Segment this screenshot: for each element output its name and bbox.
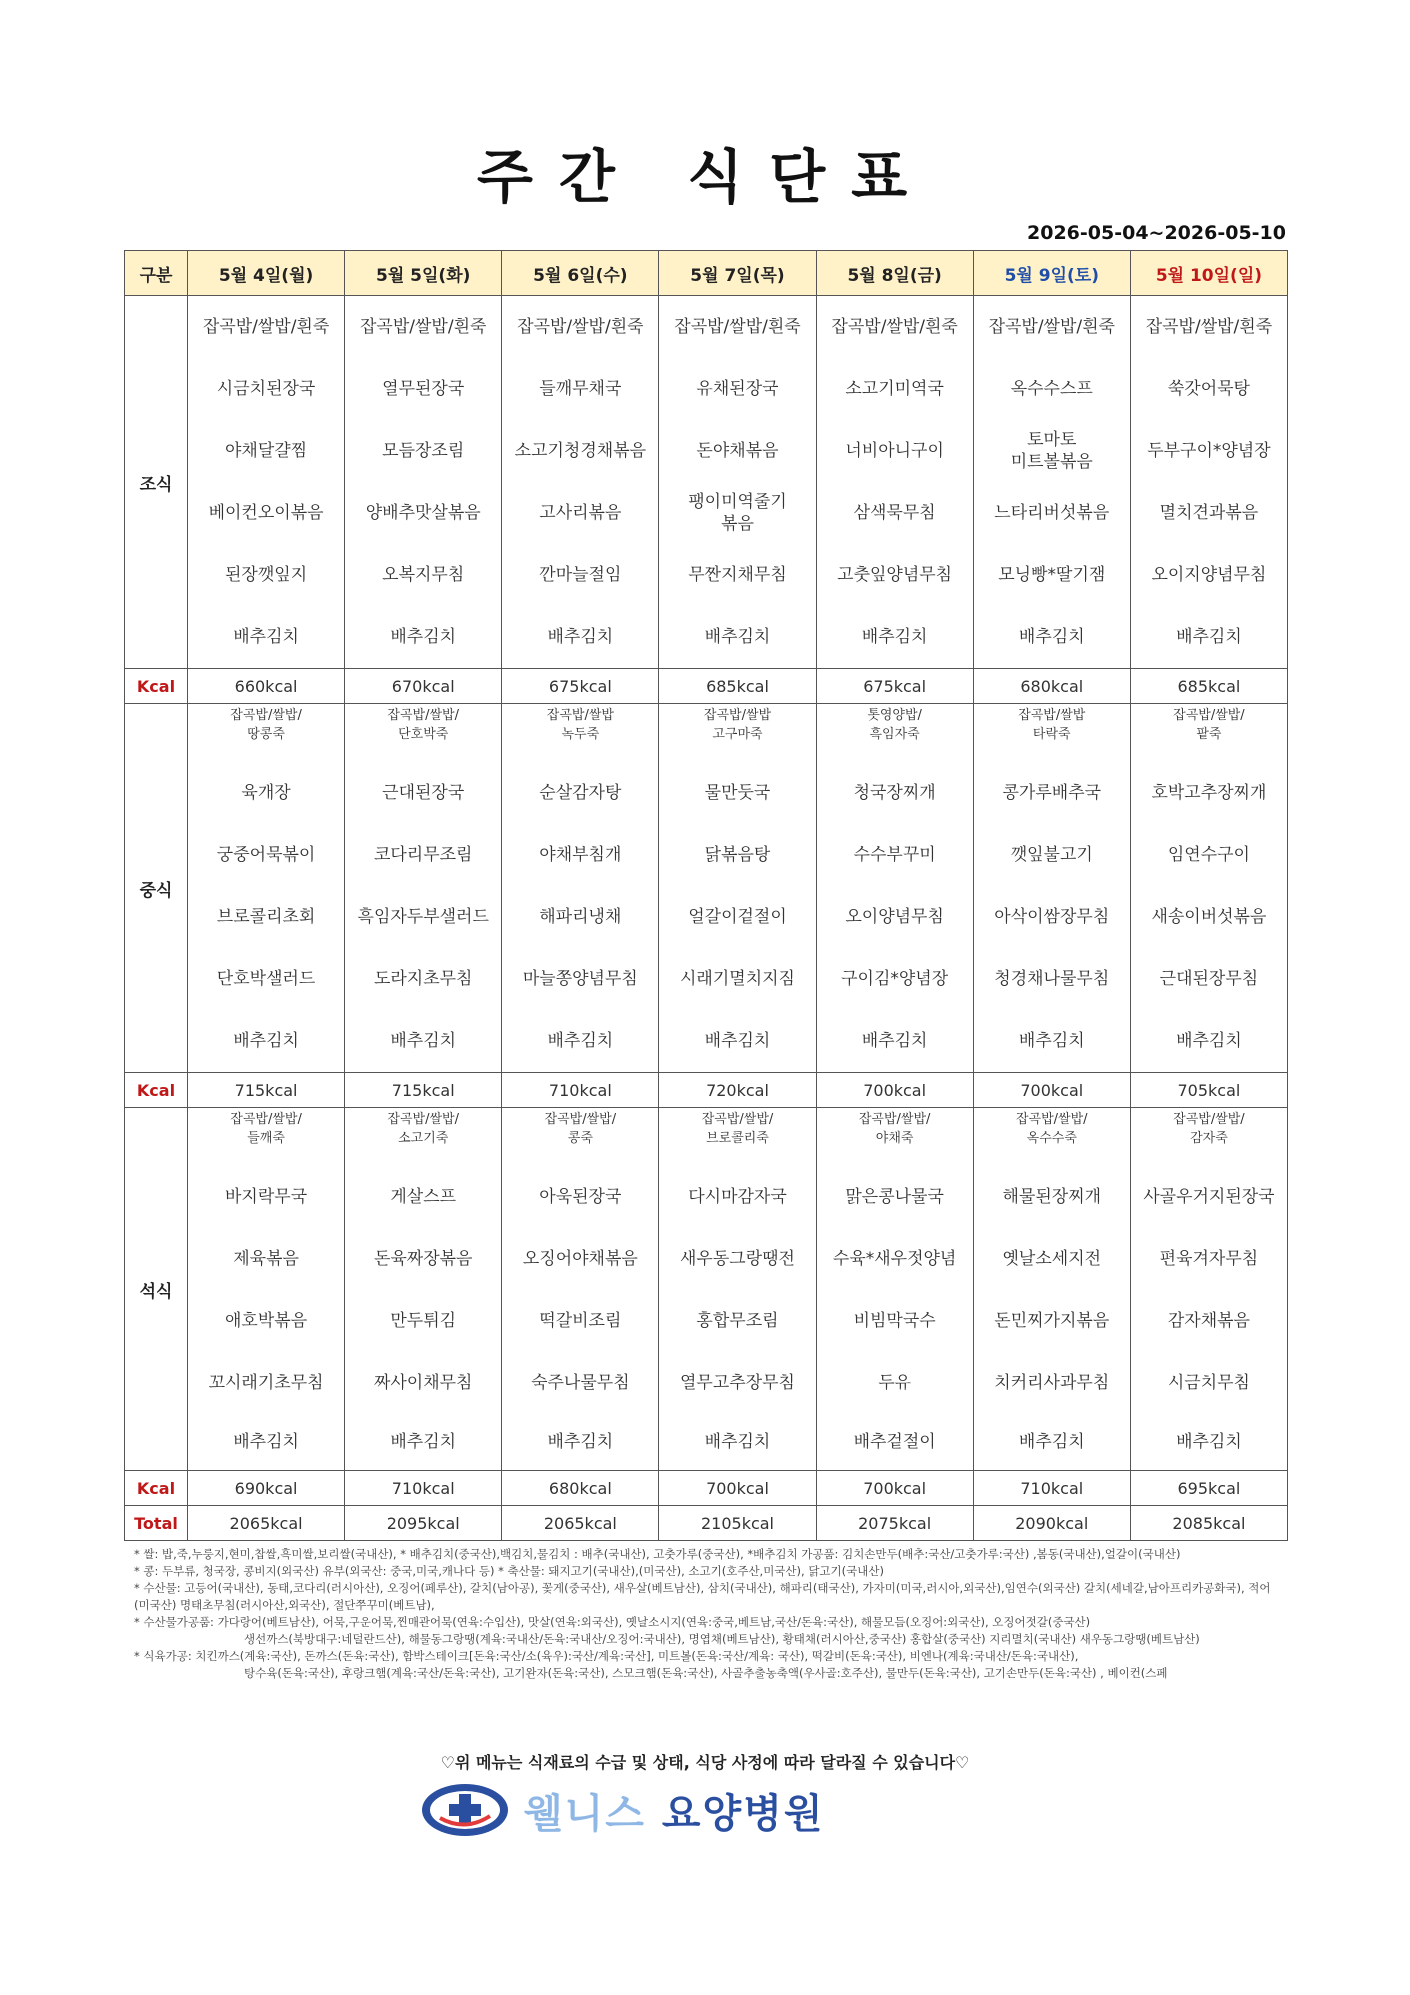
menu-item: 잡곡밥/쌀밥/ 야채죽 (858, 1112, 931, 1146)
menu-item: 잡곡밥/쌀밥/ 옥수수죽 (1015, 1112, 1088, 1146)
menu-item: 배추김치 (704, 1432, 771, 1452)
menu-item: 해파리냉채 (539, 907, 622, 927)
menu-change-notice: ♡위 메뉴는 식재료의 수급 및 상태, 식당 사정에 따라 달라질 수 있습니다♡ (440, 1753, 970, 1772)
menu-item: 잡곡밥/쌀밥/ 단호박죽 (387, 708, 459, 742)
menu-day-cell (659, 296, 816, 669)
meal-label: 조식 (125, 296, 188, 669)
menu-item: 흑임자두부샐러드 (357, 907, 489, 927)
origin-note-line: * 수산물가공품: 가다랑어(베트남산), 어묵,구운어묵,찐매관어묵(연육:수입산), 맛살(연육:외국산), 옛날소시지(연육:중국,베트남,국산/돈육:국산), 해물모듬(오징어:외국산), 오징어젓갈(중국산) (134, 1615, 1091, 1629)
menu-item: 너비아니구이 (845, 441, 944, 461)
menu-item: 오이지양념무침 (1151, 565, 1267, 585)
menu-item: 배추김치 (547, 1031, 614, 1051)
menu-item: 열무된장국 (382, 379, 465, 399)
origin-note-line: 생선까스(북방대구:네덜란드산), 해물동그랑땡(계육:국내산/돈육:국내산/오징어:국내산), 명엽채(베트남산), 황태채(러시아산,중국산) 홍합살(중국산) 지리멸치(국내산) 새우동그랑땡(베트남산) (244, 1632, 1200, 1646)
menu-item: 청경채나물무침 (994, 969, 1110, 989)
menu-item: 배추김치 (1176, 1031, 1242, 1051)
meal-label: 석식 (125, 1108, 188, 1471)
menu-item: 청국장찌개 (853, 783, 936, 803)
menu-item: 느타리버섯볶음 (994, 503, 1110, 523)
menu-item: 시금치무침 (1167, 1373, 1250, 1393)
menu-item: 임연수구이 (1167, 845, 1250, 865)
menu-table (124, 250, 1288, 1541)
menu-item: 잡곡밥/쌀밥/ 팥죽 (1173, 708, 1245, 742)
total-kcal-value: 2090kcal (973, 1506, 1130, 1541)
menu-item: 모닝빵*딸기잼 (998, 565, 1106, 585)
menu-item: 톳영양밥/ 흑임자죽 (867, 708, 922, 742)
origin-note-line: * 콩: 두부류, 청국장, 콩비지(외국산) 유부(외국산: 중국,미국,캐나다 등) * 축산물: 돼지고기(국내산),(미국산), 소고기(호주산,미국산), 닭고기(국내산) (134, 1564, 884, 1578)
menu-item: 순살감자탕 (539, 783, 622, 803)
day-header: 5월 8일(금) (816, 251, 973, 296)
menu-day-cell (973, 704, 1130, 1073)
kcal-value: 705kcal (1130, 1073, 1287, 1108)
menu-item: 잡곡밥/쌀밥/흰죽 (202, 317, 330, 337)
total-kcal-value: 2075kcal (816, 1506, 973, 1541)
menu-item: 오복지무침 (382, 565, 465, 585)
menu-item: 잡곡밥/쌀밥 타락죽 (1018, 708, 1086, 742)
menu-item: 게살스프 (390, 1187, 457, 1207)
day-header-saturday: 5월 9일(토) (973, 251, 1130, 296)
date-range: 2026-05-04~2026-05-10 (1027, 222, 1286, 244)
menu-day-cell (659, 704, 816, 1073)
menu-item: 잡곡밥/쌀밥/ 들깨죽 (230, 1112, 302, 1146)
menu-item: 홍합무조림 (696, 1311, 779, 1331)
menu-item: 시금치된장국 (216, 379, 316, 399)
menu-item: 돈육짜장볶음 (373, 1249, 473, 1269)
menu-item: 바지락무국 (225, 1187, 308, 1207)
kcal-value: 715kcal (345, 1073, 502, 1108)
kcal-value: 700kcal (816, 1471, 973, 1506)
menu-item: 배추김치 (1018, 627, 1085, 647)
kcal-value: 720kcal (659, 1073, 816, 1108)
menu-item: 팽이미역줄기 볶음 (688, 492, 787, 534)
menu-item: 물만둣국 (704, 783, 771, 803)
kcal-value: 690kcal (188, 1471, 345, 1506)
meal-row (125, 704, 1288, 1073)
menu-day-cell (659, 1108, 816, 1471)
menu-item: 배추김치 (233, 1031, 299, 1051)
menu-item: 잡곡밥/쌀밥 녹두죽 (546, 708, 614, 742)
menu-item: 사골우거지된장국 (1143, 1187, 1275, 1207)
kcal-value: 710kcal (973, 1471, 1130, 1506)
menu-item: 감자채볶음 (1167, 1311, 1250, 1331)
menu-item: 멸치견과볶음 (1159, 503, 1259, 523)
menu-item: 배추김치 (704, 627, 771, 647)
menu-item: 브로콜리초회 (216, 907, 316, 927)
menu-item: 깐마늘절임 (539, 565, 622, 585)
menu-item: 도라지초무침 (373, 969, 473, 989)
menu-item: 양배추맛살볶음 (365, 503, 481, 523)
kcal-value: 710kcal (502, 1073, 659, 1108)
kcal-label: Kcal (125, 1073, 188, 1108)
menu-item: 맑은콩나물국 (845, 1187, 944, 1207)
menu-item: 잡곡밥/쌀밥/흰죽 (988, 317, 1115, 337)
menu-item: 잡곡밥/쌀밥/ 땅콩죽 (230, 708, 302, 742)
logo-part-1: 웰니스 (524, 1790, 646, 1837)
menu-day-cell (188, 704, 345, 1073)
menu-day-cell (188, 296, 345, 669)
menu-day-cell (973, 296, 1130, 669)
kcal-value: 700kcal (816, 1073, 973, 1108)
kcal-value: 700kcal (973, 1073, 1130, 1108)
menu-item: 해물된장찌개 (1002, 1187, 1102, 1207)
total-kcal-value: 2105kcal (659, 1506, 816, 1541)
menu-item: 치커리사과무침 (994, 1373, 1110, 1393)
day-header: 5월 4일(월) (188, 251, 345, 296)
origin-note-line: 탕수육(돈육:국산), 후랑크햄(계육:국산/돈육:국산), 고기완자(돈육:국산), 스모크햄(돈육:국산), 사골추출농축액(우사골:호주산), 물만두(돈육:국산), 고기손만두(돈육:국산) , 베이컨(스페 (244, 1666, 1168, 1680)
menu-day-cell (502, 296, 659, 669)
menu-item: 고사리볶음 (539, 503, 622, 523)
header-label: 구분 (125, 251, 188, 296)
ingredient-origin-notes (134, 1546, 1284, 1682)
menu-item: 배추김치 (547, 1432, 614, 1452)
menu-item: 호박고추장찌개 (1151, 783, 1267, 803)
menu-item: 들깨무채국 (539, 379, 622, 399)
kcal-value: 700kcal (659, 1471, 816, 1506)
menu-item: 잡곡밥/쌀밥/흰죽 (360, 317, 487, 337)
header-row (125, 251, 1288, 296)
menu-item: 오이양념무침 (845, 907, 944, 927)
menu-item: 코다리무조림 (373, 845, 473, 865)
menu-item: 떡갈비조림 (539, 1311, 622, 1331)
menu-item: 짜사이채무침 (373, 1373, 473, 1393)
menu-item: 단호박샐러드 (216, 969, 316, 989)
menu-item: 두유 (878, 1373, 912, 1393)
menu-item: 소고기미역국 (845, 379, 944, 399)
menu-item: 쑥갓어묵탕 (1167, 379, 1250, 399)
hospital-logo (420, 1780, 824, 1840)
origin-note-line: * 수산물: 고등어(국내산), 동태,코다리(러시아산), 오징어(페루산), 갈치(남아공), 꽃게(중국산), 새우살(베트남산), 삼치(국내산), 해파리(태국산), 가자미(미국,러시아,외국산),임연수(외국산) 갈치(세네갈,남아프리카공화국), 적어(미국산) 명태초무침(러시아산,외국산), 절단쭈꾸미(베트남), (134, 1581, 1271, 1612)
menu-day-cell (345, 296, 502, 669)
menu-item: 베이컨오이볶음 (208, 503, 324, 523)
kcal-value: 695kcal (1130, 1471, 1287, 1506)
menu-item: 애호박볶음 (225, 1311, 308, 1331)
menu-item: 배추김치 (861, 1031, 928, 1051)
kcal-row (125, 1471, 1288, 1506)
menu-item: 배추김치 (390, 627, 457, 647)
kcal-value: 685kcal (1130, 669, 1287, 704)
menu-item: 유채된장국 (696, 379, 779, 399)
menu-item: 근대된장무침 (1159, 969, 1259, 989)
menu-day-cell (816, 704, 973, 1073)
menu-item: 콩가루배추국 (1002, 783, 1102, 803)
menu-item: 잡곡밥/쌀밥 고구마죽 (703, 708, 772, 742)
menu-item: 다시마감자국 (688, 1187, 787, 1207)
menu-item: 삼색묵무침 (853, 503, 936, 523)
kcal-value: 710kcal (345, 1471, 502, 1506)
origin-note-line: * 쌀: 밥,죽,누룽지,현미,찹쌀,흑미쌀,보리쌀(국내산), * 배추김치(중국산),백김치,물김치 : 배추(국내산), 고춧가루(중국산), *배추김치 가공품: 김치손만두(배추:국산/고춧가루:국산) ,봄동(국내산),얼갈이(국내산) (134, 1547, 1181, 1561)
menu-day-cell (1130, 296, 1287, 669)
menu-item: 고춧잎양념무침 (837, 565, 953, 585)
total-row (125, 1506, 1288, 1541)
logo-part-2: 요양병원 (661, 1790, 825, 1837)
menu-item: 편육겨자무침 (1159, 1249, 1259, 1269)
menu-item: 배추김치 (1018, 1432, 1085, 1452)
menu-item: 잡곡밥/쌀밥/흰죽 (674, 317, 801, 337)
menu-item: 배추겉절이 (853, 1432, 936, 1452)
day-header: 5월 6일(수) (502, 251, 659, 296)
menu-day-cell (816, 1108, 973, 1471)
menu-item: 토마토 미트볼볶음 (1010, 430, 1093, 472)
menu-item: 돈민찌가지볶음 (994, 1311, 1110, 1331)
hospital-name (524, 1782, 824, 1839)
meal-label: 중식 (125, 704, 188, 1073)
menu-item: 배추김치 (547, 627, 614, 647)
menu-item: 잡곡밥/쌀밥/ 소고기죽 (387, 1112, 459, 1146)
menu-item: 배추김치 (390, 1031, 457, 1051)
menu-item: 꼬시래기초무침 (208, 1373, 324, 1393)
kcal-value: 680kcal (502, 1471, 659, 1506)
menu-item: 배추김치 (861, 627, 928, 647)
page-title: 주간 식단표 (476, 143, 934, 211)
menu-item: 소고기청경채볶음 (514, 441, 647, 461)
kcal-value: 675kcal (816, 669, 973, 704)
total-kcal-value: 2065kcal (502, 1506, 659, 1541)
menu-item: 옛날소세지전 (1002, 1249, 1102, 1269)
menu-item: 근대된장국 (382, 783, 465, 803)
menu-item: 오징어야채볶음 (522, 1249, 638, 1269)
menu-item: 만두튀김 (390, 1311, 457, 1331)
total-kcal-value: 2085kcal (1130, 1506, 1287, 1541)
kcal-value: 675kcal (502, 669, 659, 704)
menu-item: 된장깻잎지 (225, 565, 308, 585)
menu-item: 숙주나물무침 (531, 1373, 630, 1393)
menu-day-cell (188, 1108, 345, 1471)
total-kcal-value: 2065kcal (188, 1506, 345, 1541)
menu-item: 깻잎불고기 (1010, 845, 1093, 865)
menu-item: 배추김치 (233, 1432, 299, 1452)
menu-item: 야채달걀찜 (225, 441, 308, 461)
total-kcal-value: 2095kcal (345, 1506, 502, 1541)
menu-item: 궁중어묵볶이 (216, 845, 316, 865)
menu-item: 배추김치 (233, 627, 299, 647)
menu-item: 새우동그랑땡전 (680, 1249, 795, 1269)
menu-day-cell (345, 1108, 502, 1471)
menu-item: 아욱된장국 (539, 1187, 622, 1207)
menu-item: 열무고추장무침 (680, 1373, 795, 1393)
menu-item: 수육*새우젓양념 (832, 1249, 957, 1269)
kcal-label: Kcal (125, 1471, 188, 1506)
menu-item: 수수부꾸미 (853, 845, 936, 865)
hospital-emblem-icon (420, 1782, 510, 1838)
menu-item: 배추김치 (390, 1432, 457, 1452)
menu-item: 제육볶음 (233, 1249, 299, 1269)
kcal-row (125, 669, 1288, 704)
day-header-sunday: 5월 10일(일) (1130, 251, 1287, 296)
menu-item: 구이김*양념장 (841, 969, 949, 989)
menu-item: 돈야채볶음 (696, 441, 779, 461)
menu-day-cell (1130, 1108, 1287, 1471)
menu-item: 야채부침개 (539, 845, 622, 865)
kcal-value: 685kcal (659, 669, 816, 704)
menu-item: 새송이버섯볶음 (1151, 907, 1267, 927)
meal-row (125, 1108, 1288, 1471)
menu-item: 얼갈이겉절이 (688, 907, 787, 927)
kcal-value: 715kcal (188, 1073, 345, 1108)
total-label: Total (125, 1506, 188, 1541)
menu-item: 배추김치 (1176, 627, 1242, 647)
kcal-row (125, 1073, 1288, 1108)
menu-day-cell (973, 1108, 1130, 1471)
menu-item: 닭볶음탕 (704, 845, 771, 865)
menu-day-cell (345, 704, 502, 1073)
kcal-value: 670kcal (345, 669, 502, 704)
menu-item: 무짠지채무침 (688, 565, 787, 585)
menu-item: 배추김치 (1018, 1031, 1085, 1051)
menu-item: 옥수수스프 (1010, 379, 1093, 399)
kcal-label: Kcal (125, 669, 188, 704)
menu-day-cell (502, 1108, 659, 1471)
day-header: 5월 7일(목) (659, 251, 816, 296)
menu-item: 잡곡밥/쌀밥/흰죽 (517, 317, 644, 337)
menu-item: 두부구이*양념장 (1147, 441, 1271, 461)
menu-item: 잡곡밥/쌀밥/ 콩죽 (544, 1112, 617, 1146)
menu-item: 마늘쫑양념무침 (522, 969, 638, 989)
kcal-value: 660kcal (188, 669, 345, 704)
menu-item: 비빔막국수 (853, 1311, 936, 1331)
menu-item: 아삭이쌈장무침 (994, 907, 1110, 927)
menu-item: 잡곡밥/쌀밥/흰죽 (831, 317, 958, 337)
origin-note-line: * 식육가공: 치킨까스(계육:국산), 돈까스(돈육:국산), 함박스테이크[돈육:국산/소(육우):국산/계육:국산], 미트볼(돈육:국산/계육: 국산), 떡갈비(돈육:국산), 비엔나(계육:국내산/돈육:국내산), (134, 1649, 1079, 1663)
menu-day-cell (1130, 704, 1287, 1073)
menu-item: 잡곡밥/쌀밥/ 감자죽 (1173, 1112, 1245, 1146)
menu-item: 배추김치 (704, 1031, 771, 1051)
menu-item: 육개장 (241, 783, 291, 803)
menu-day-cell (816, 296, 973, 669)
menu-item: 잡곡밥/쌀밥/흰죽 (1145, 317, 1273, 337)
meal-row (125, 296, 1288, 669)
day-header: 5월 5일(화) (345, 251, 502, 296)
kcal-value: 680kcal (973, 669, 1130, 704)
menu-item: 모듬장조림 (382, 441, 465, 461)
menu-day-cell (502, 704, 659, 1073)
menu-item: 배추김치 (1176, 1432, 1242, 1452)
menu-item: 잡곡밥/쌀밥/ 브로콜리죽 (701, 1112, 774, 1146)
menu-item: 시래기멸치지짐 (680, 969, 795, 989)
